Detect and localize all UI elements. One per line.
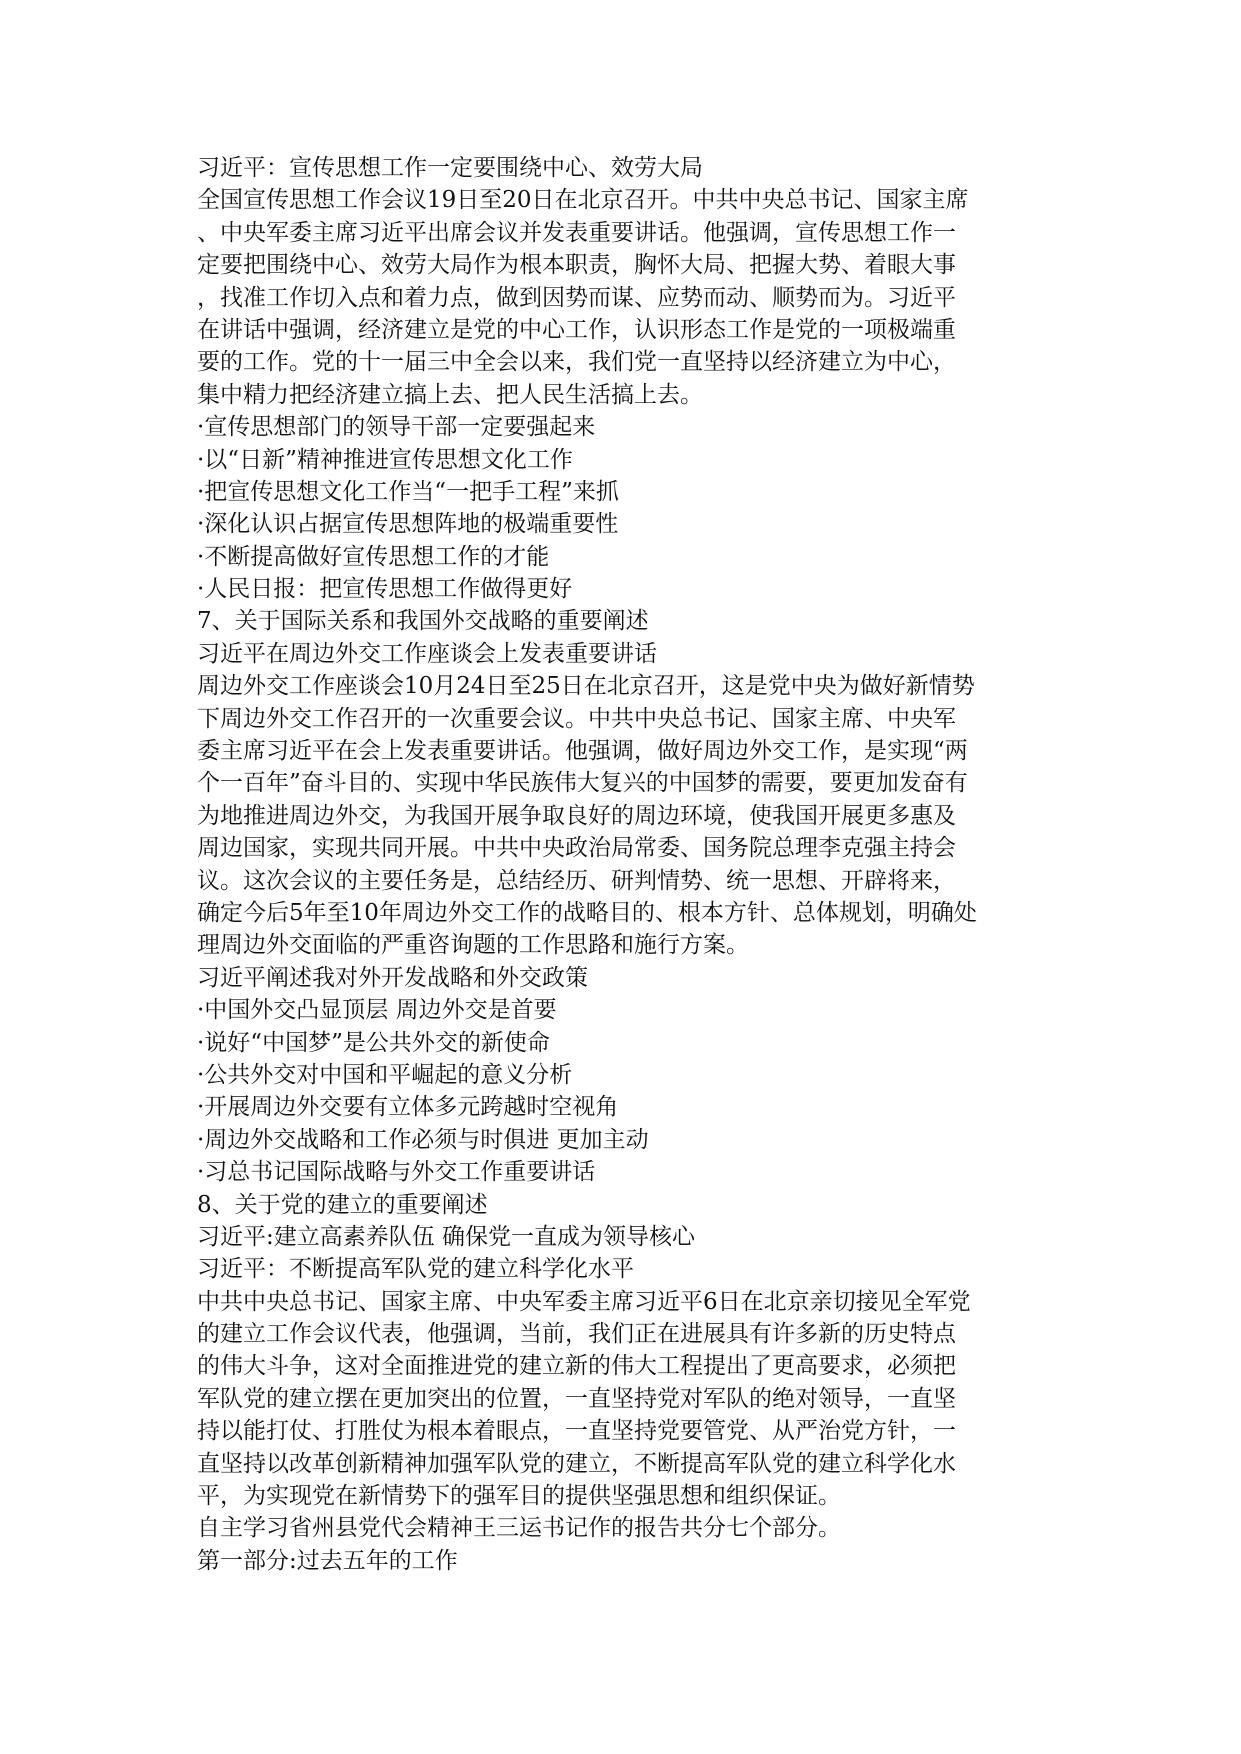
- paragraph-line: 平，为实现党在新情势下的强军目的提供坚强思想和组织保证。: [197, 1483, 841, 1510]
- bullet-item: ·周边外交战略和工作必须与时俱进 更加主动: [197, 1126, 649, 1153]
- paragraph-line: 自主学习省州县党代会精神王三运书记作的报告共分七个部分。: [197, 1515, 841, 1542]
- paragraph-line: 的伟大斗争，这对全面推进党的建立新的伟大工程提出了更高要求，必须把: [197, 1353, 956, 1380]
- paragraph-line: 、中央军委主席习近平出席会议并发表重要讲话。他强调，宣传思想工作一: [197, 219, 956, 246]
- subheading: 习近平：不断提高军队党的建立科学化水平: [197, 1256, 634, 1283]
- paragraph-line: 的建立工作会议代表，他强调，当前，我们正在进展具有许多新的历史特点: [197, 1321, 956, 1348]
- bullet-item: ·以“日新”精神推进宣传思想文化工作: [197, 446, 573, 473]
- paragraph-line: 个一百年”奋斗目的、实现中华民族伟大复兴的中国梦的需要，要更加发奋有: [197, 770, 968, 797]
- paragraph-line: 周边国家，实现共同开展。中共中央政治局常委、国务院总理李克强主持会: [197, 835, 956, 862]
- paragraph-line: 议。这次会议的主要任务是，总结经历、研判情势、统一思想、开辟将来，: [197, 867, 956, 894]
- paragraph-line: 委主席习近平在会上发表重要讲话。他强调，做好周边外交工作，是实现“两: [197, 738, 968, 765]
- bullet-item: ·公共外交对中国和平崛起的意义分析: [197, 1061, 573, 1088]
- section-heading: 7、关于国际关系和我国外交战略的重要阐述: [197, 608, 649, 635]
- bullet-item: ·人民日报：把宣传思想工作做得更好: [197, 576, 573, 603]
- paragraph-line: 确定今后5年至10年周边外交工作的战略目的、根本方针、总体规划，明确处: [197, 899, 977, 926]
- article-title: 习近平：宣传思想工作一定要围绕中心、效劳大局: [197, 155, 703, 181]
- section-heading: 8、关于党的建立的重要阐述: [197, 1191, 488, 1218]
- bullet-item: ·中国外交凸显顶层 周边外交是首要: [197, 997, 557, 1024]
- paragraph-line: 为地推进周边外交，为我国开展争取良好的周边环境，使我国开展更多惠及: [197, 802, 956, 829]
- paragraph-line: 周边外交工作座谈会10月24日至25日在北京召开，这是党中央为做好新情势: [197, 673, 975, 700]
- bullet-item: ·开展周边外交要有立体多元跨越时空视角: [197, 1094, 619, 1121]
- paragraph-line: 在讲话中强调，经济建立是党的中心工作，认识形态工作是党的一项极端重: [197, 316, 956, 343]
- paragraph-line: 要的工作。党的十一届三中全会以来，我们党一直坚持以经济建立为中心，: [197, 349, 956, 376]
- document-body: [197, 152, 1047, 1577]
- paragraph-line: 集中精力把经济建立搞上去、把人民生活搞上去。: [197, 381, 703, 408]
- subheading: 第一部分:过去五年的工作: [197, 1547, 458, 1574]
- bullet-item: ·深化认识占据宣传思想阵地的极端重要性: [197, 511, 619, 538]
- subheading: 习近平:建立高素养队伍 确保党一直成为领导核心: [197, 1223, 696, 1250]
- paragraph-line: 全国宣传思想工作会议19日至20日在北京召开。中共中央总书记、国家主席: [197, 187, 969, 214]
- paragraph-line: 直坚持以改革创新精神加强军队党的建立，不断提高军队党的建立科学化水: [197, 1450, 956, 1477]
- paragraph-line: 军队党的建立摆在更加突出的位置，一直坚持党对军队的绝对领导，一直坚: [197, 1385, 956, 1412]
- paragraph-line: ，找准工作切入点和着力点，做到因势而谋、应势而动、顺势而为。习近平: [197, 284, 956, 311]
- paragraph-line: 持以能打仗、打胜仗为根本着眼点，一直坚持党要管党、从严治党方针，一: [197, 1418, 956, 1445]
- bullet-item: ·不断提高做好宣传思想工作的才能: [197, 543, 550, 570]
- paragraph-line: 理周边外交面临的严重咨询题的工作思路和施行方案。: [197, 932, 749, 959]
- subheading: 习近平阐述我对外开发战略和外交政策: [197, 964, 588, 991]
- bullet-item: ·说好“中国梦”是公共外交的新使命: [197, 1029, 550, 1056]
- subheading: 习近平在周边外交工作座谈会上发表重要讲话: [197, 640, 657, 667]
- paragraph-line: 下周边外交工作召开的一次重要会议。中共中央总书记、国家主席、中央军: [197, 705, 956, 732]
- bullet-item: ·把宣传思想文化工作当“一把手工程”来抓: [197, 478, 619, 505]
- bullet-item: ·宣传思想部门的领导干部一定要强起来: [197, 414, 596, 441]
- paragraph-line: 定要把围绕中心、效劳大局作为根本职责，胸怀大局、把握大势、着眼大事: [197, 252, 956, 279]
- bullet-item: ·习总书记国际战略与外交工作重要讲话: [197, 1159, 596, 1186]
- paragraph-line: 中共中央总书记、国家主席、中央军委主席习近平6日在北京亲切接见全军党: [197, 1288, 971, 1315]
